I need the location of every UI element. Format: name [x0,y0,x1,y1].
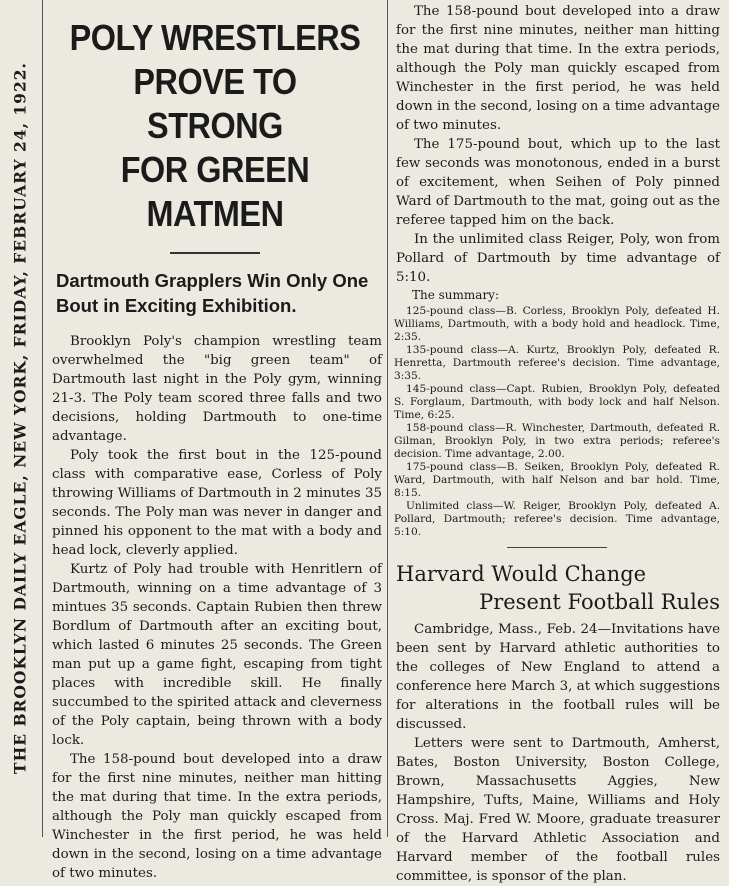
paragraph: Kurtz of Poly had trouble with Henritlern of Dartmouth, winning on a time advantage of 3 mintues 35 seconds. Captain Rubien then threw Bordlum of Dartmouth after an exciting bout, which lasted 6 minutes 25 seconds. The Green man put up a game fight, escaping from tight places with incredible skill. He finally succumbed to the spirited attack and cleverness of the Poly captain, being thrown with a body lock. [52,562,382,748]
paragraph: Letters were sent to Dartmouth, Amherst, Bates, Boston University, Boston College, Brown, Massachusetts Aggies, New Hampshire, Tufts, Maine, Williams and Holy Cross. Maj. Fred W. Moore, graduate treasurer of the Harvard Athletic Association and Harvard member of the football rules committee, is sponsor of the plan. [396,736,720,884]
headline-line: PROVE TO STRONG [133,61,297,146]
paragraph: In the unlimited class Reiger, Poly, won from Pollard of Dartmouth by time advantage of 5:10. [396,232,720,285]
article-separator [507,547,607,548]
results-summary [394,287,720,539]
summary-entry: 158-pound class—R. Winchester, Dartmouth, defeated R. Gilman, Brooklyn Poly, in two extra periods; referee's decision. Time advantage, 2.00. [394,422,720,460]
paragraph: Poly took the first bout in the 125-pound class with comparative ease, Corless of Poly throwing Williams of Dartmouth in 2 minutes 35 seconds. The Poly man was never in danger and pinned his opponent to the mat with a body and head lock, cleverly applied. [52,448,382,558]
paragraph: Cambridge, Mass., Feb. 24—Invitations have been sent by Harvard athletic authorities to the colleges of New England to attend a conference here March 3, at which suggestions for alterations in the football rules will be discussed. [396,622,720,732]
headline-line: Harvard Would Change [396,562,647,586]
column-rule-middle [387,0,388,837]
article-body [52,332,382,883]
summary-entry: Unlimited class—W. Reiger, Brooklyn Poly, defeated A. Pollard, Dartmouth; referee's decision. Time advantage, 5:10. [394,500,720,538]
headline-divider [170,252,260,254]
summary-entry: 135-pound class—A. Kurtz, Brooklyn Poly, defeated R. Henretta, Dartmouth referee's decision. Time advantage, 3:35. [394,344,720,382]
column-rule-left [42,0,43,837]
paragraph: The 158-pound bout developed into a draw for the first nine minutes, neither man hitting the mat during that time. In the extra periods, although the Poly man quickly escaped from Winchester in the first period, he was held down in the second, losing on a time advantage of two minutes. [52,752,382,881]
article-continuation [396,2,720,287]
right-column [392,0,722,886]
summary-entry: 125-pound class—B. Corless, Brooklyn Poly, defeated H. Williams, Dartmouth, with a body hold and headlock. Time, 2:35. [394,305,720,343]
headline-line: Present Football Rules [479,590,720,614]
page-margin [0,0,40,837]
headline-line: POLY WRESTLERS [69,17,361,58]
article2-body [396,620,720,886]
paragraph: The 158-pound bout developed into a draw for the first nine minutes, neither man hitting the mat during that time. In the extra periods, although the Poly man quickly escaped from Winchester in the first period, he was held down in the second, losing on a time advantage of two minutes. [396,4,720,133]
left-column [46,0,384,883]
summary-entry: 145-pound class—Capt. Rubien, Brooklyn Poly, defeated S. Forglaum, Dartmouth, with body lock and half Nelson. Time, 6:25. [394,383,720,421]
summary-label: The summary: [412,288,500,302]
summary-entry: 175-pound class—B. Seiken, Brooklyn Poly, defeated R. Ward, Dartmouth, with half Nelson and bar hold. Time, 8:15. [394,461,720,499]
paragraph: Brooklyn Poly's champion wrestling team overwhelmed the "big green team" of Dartmouth last night in the Poly gym, winning 21-3. The Poly team scored three falls and two decisions, holding Dartmouth to one-time advantage. [52,334,382,444]
article2-headline [396,560,720,616]
article-subhead: Dartmouth Grapplers Win Only One Bout in Exciting Exhibition. [56,270,369,316]
article-headline [63,16,367,236]
paragraph: The 175-pound bout, which up to the last few seconds was monotonous, ended in a burst of excitement, when Seihen of Poly pinned Ward of Dartmouth to the mat, going out as the referee tapped him on the back. [396,137,720,228]
headline-line: FOR GREEN MATMEN [120,149,310,234]
newspaper-dateline: THE BROOKLYN DAILY EAGLE, NEW YORK, FRIDAY, FEBRUARY 24, 1922. [10,62,30,774]
